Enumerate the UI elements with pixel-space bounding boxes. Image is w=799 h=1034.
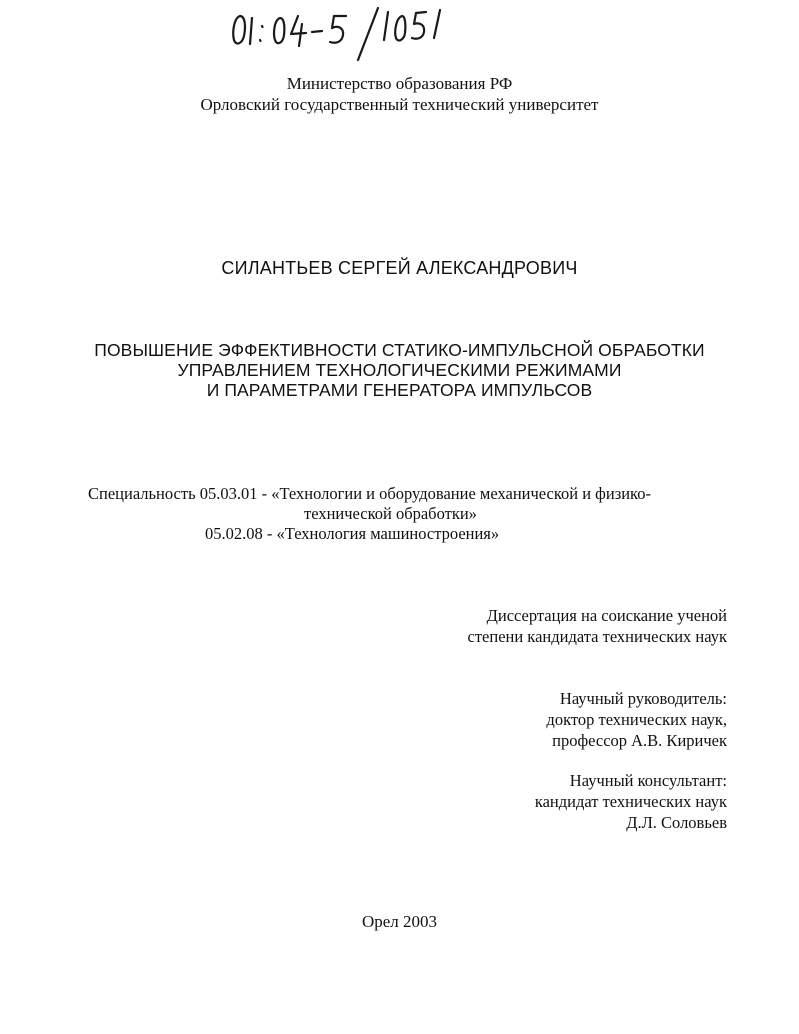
dissertation-line-2: степени кандидата технических наук	[467, 627, 727, 646]
handwritten-code-drawing	[228, 2, 458, 62]
supervisor-block	[546, 688, 727, 751]
specialty-block	[88, 484, 728, 544]
dissertation-line-1: Диссертация на соискание ученой	[486, 606, 727, 625]
city-year: Орел 2003	[361, 912, 438, 931]
ministry-name: Министерство образования РФ	[286, 74, 513, 93]
dissertation-title	[0, 340, 799, 400]
dissertation-degree	[468, 605, 727, 647]
author-name: СИЛАНТЬЕВ СЕРГЕЙ АЛЕКСАНДРОВИЧ	[221, 258, 578, 278]
university-name: Орловский государственный технический университет	[200, 95, 599, 114]
specialty-line-3: 05.02.08 - «Технология машиностроения»	[205, 524, 500, 543]
title-line-3: И ПАРАМЕТРАМИ ГЕНЕРАТОРА ИМПУЛЬСОВ	[206, 380, 593, 400]
institution-header	[0, 73, 799, 115]
supervisor-role: Научный руководитель:	[559, 689, 727, 708]
consultant-block	[535, 770, 727, 833]
consultant-role: Научный консультант:	[569, 771, 727, 790]
consultant-name: Д.Л. Соловьев	[626, 813, 727, 832]
supervisor-degree: доктор технических наук,	[546, 710, 727, 729]
title-line-1: ПОВЫШЕНИЕ ЭФФЕКТИВНОСТИ СТАТИКО-ИМПУЛЬСНОЙ ОБРАБОТКИ	[94, 340, 705, 360]
supervisor-name: профессор А.В. Киричек	[552, 731, 727, 750]
consultant-degree: кандидат технических наук	[534, 792, 727, 811]
specialty-line-1: Специальность 05.03.01 - «Технологии и оборудование механической и физико-	[88, 484, 651, 503]
title-line-2: УПРАВЛЕНИЕМ ТЕХНОЛОГИЧЕСКИМИ РЕЖИМАМИ	[177, 360, 622, 380]
handwritten-catalog-code	[228, 2, 458, 62]
specialty-line-2: технической обработки»	[304, 504, 477, 523]
